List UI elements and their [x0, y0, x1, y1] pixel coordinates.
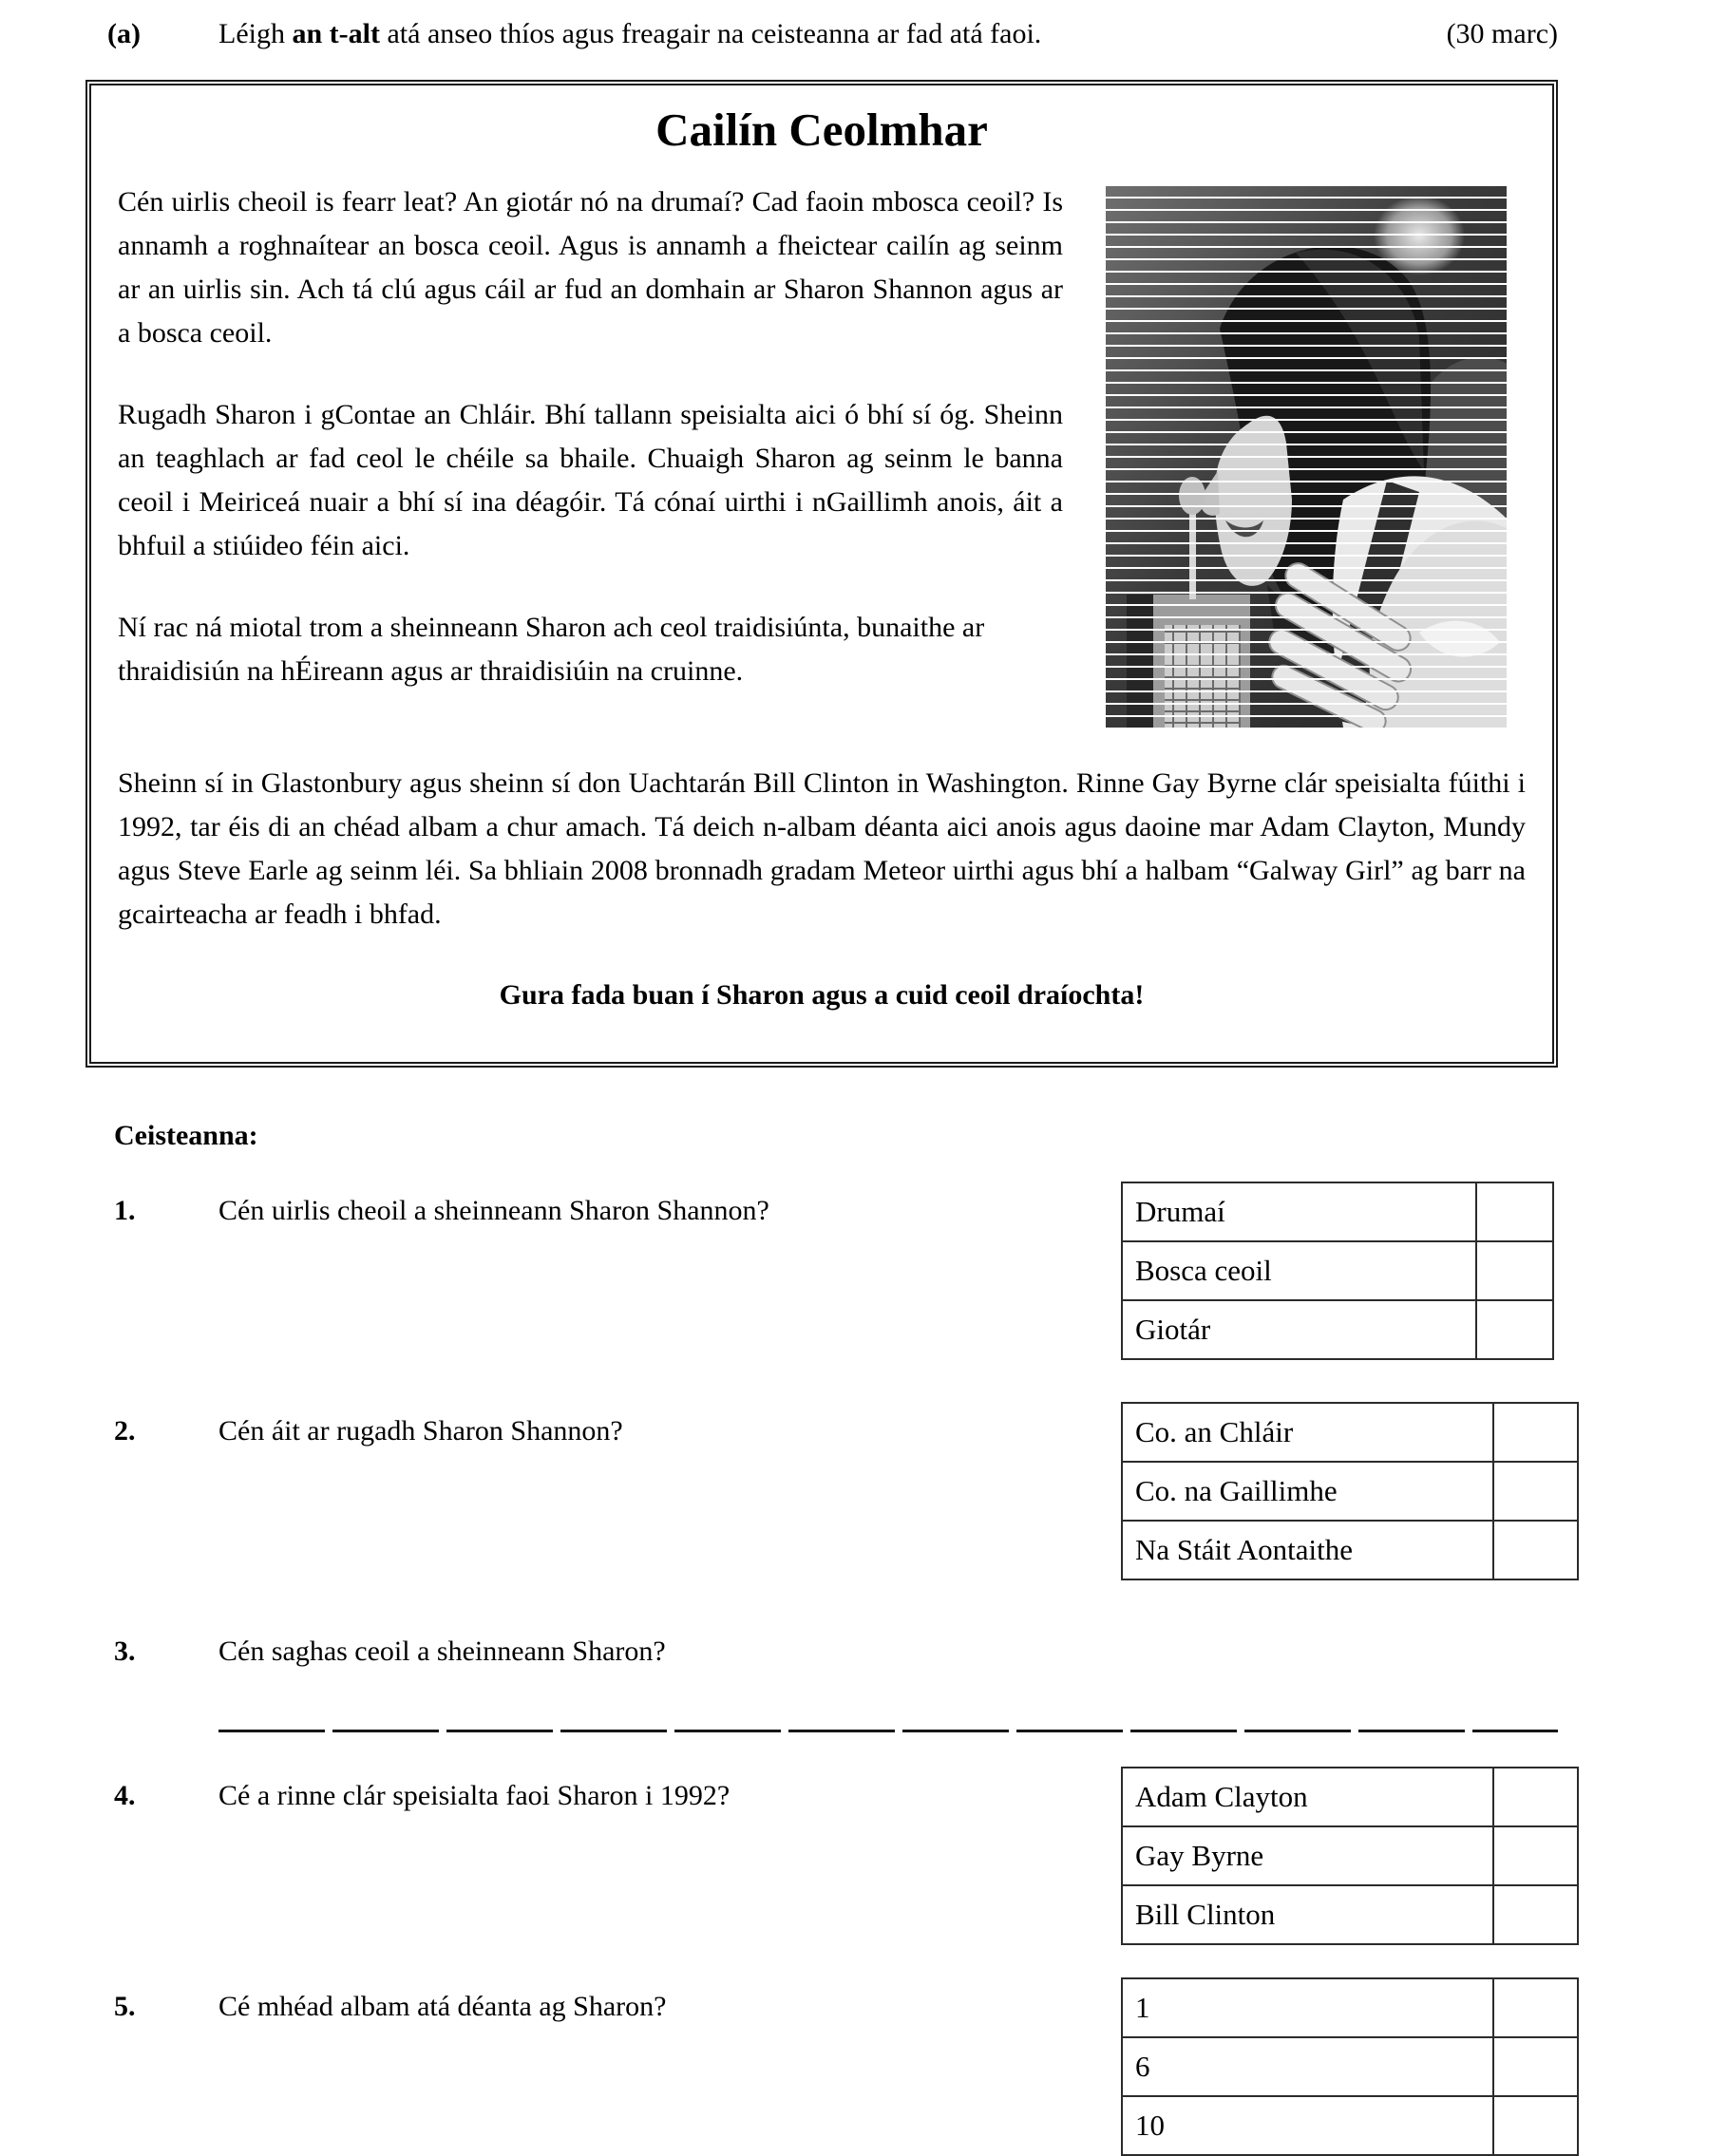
marks-label: (30 marc)	[1446, 18, 1558, 49]
answer-row	[1122, 1182, 1553, 1241]
question-2-text: Cén áit ar rugadh Sharon Shannon?	[218, 1415, 623, 1447]
question-3-text: Cén saghas ceoil a sheinneann Sharon?	[218, 1636, 666, 1667]
question-4-answers-table	[1121, 1767, 1579, 1945]
answer-option-label: Giotár	[1122, 1300, 1476, 1359]
tick-box[interactable]	[1493, 1826, 1578, 1885]
question-3-answer-line[interactable]	[218, 1730, 1558, 1732]
answer-option-label: Gay Byrne	[1122, 1826, 1493, 1885]
answer-row	[1122, 1241, 1553, 1300]
answer-option-label: Co. na Gaillimhe	[1122, 1462, 1493, 1521]
article-paragraph-3: Ní rac ná miotal trom a sheinneann Sharon ach ceol traidisiúnta, bunaithe ar thraidisiún na hÉireann agus ar thraidisiúin na cruinne.	[118, 612, 985, 687]
question-4-text: Cé a rinne clár speisialta faoi Sharon i 1992?	[218, 1780, 731, 1811]
question-5-text: Cé mhéad albam atá déanta ag Sharon?	[218, 1991, 667, 2022]
answer-option-label: Bosca ceoil	[1122, 1241, 1476, 1300]
answer-row	[1122, 1885, 1578, 1944]
question-4	[114, 1767, 1579, 1945]
tick-box[interactable]	[1493, 1768, 1578, 1826]
sharon-shannon-photo-illustration	[1106, 186, 1507, 728]
exam-header	[0, 0, 1727, 53]
answer-row	[1122, 1462, 1578, 1521]
answer-option-label: 10	[1122, 2096, 1493, 2155]
question-4-number: 4.	[114, 1780, 136, 1811]
article-paragraph-4: Sheinn sí in Glastonbury agus sheinn sí don Uachtarán Bill Clinton in Washington. Rinne Gay Byrne clár speisialta fúithi i 1992, tar éis di an chéad albam a chur amach. Tá deich n-albam déanta aici anois agus daoine mar Adam Clayton, Mundy agus Steve Earle ag seinm léi. Sa bhliain 2008 bronnadh gradam Meteor uirthi agus bhí a halbam “Galway Girl” ag barr na gcairteacha ar feadh i bhfad.	[118, 767, 1526, 930]
question-2-number: 2.	[114, 1415, 136, 1447]
answer-option-label: Co. an Chláir	[1122, 1403, 1493, 1462]
answer-option-label: Bill Clinton	[1122, 1885, 1493, 1944]
question-3	[114, 1622, 1579, 1671]
question-5	[114, 1977, 1579, 2156]
answer-row	[1122, 1768, 1578, 1826]
answer-row	[1122, 1521, 1578, 1579]
question-2	[114, 1402, 1579, 1580]
article-box	[85, 80, 1558, 1068]
tick-box[interactable]	[1493, 2037, 1578, 2096]
section-label: (a)	[107, 18, 141, 49]
question-5-answers-table	[1121, 1977, 1579, 2156]
article-closing-line: Gura fada buan í Sharon agus a cuid ceoil draíochta!	[499, 979, 1145, 1011]
question-1	[114, 1182, 1579, 1360]
tick-box[interactable]	[1476, 1241, 1553, 1300]
answer-row	[1122, 1300, 1553, 1359]
answer-row	[1122, 2096, 1578, 2155]
question-5-number: 5.	[114, 1991, 136, 2022]
answer-option-label: Adam Clayton	[1122, 1768, 1493, 1826]
instruction-text: Léigh an t-alt atá anseo thíos agus freagair na ceisteanna ar fad atá faoi.	[218, 18, 1042, 49]
tick-box[interactable]	[1493, 2096, 1578, 2155]
answer-row	[1122, 1826, 1578, 1885]
question-1-text: Cén uirlis cheoil a sheinneann Sharon Shannon?	[218, 1195, 769, 1226]
article-photo	[1106, 186, 1507, 728]
tick-box[interactable]	[1493, 1521, 1578, 1579]
questions-heading: Ceisteanna:	[114, 1120, 258, 1151]
answer-row	[1122, 2037, 1578, 2096]
tick-box[interactable]	[1493, 1885, 1578, 1944]
tick-box[interactable]	[1493, 1978, 1578, 2037]
question-3-number: 3.	[114, 1636, 136, 1667]
question-2-answers-table	[1121, 1402, 1579, 1580]
instruction-bold-phrase: an t-alt	[292, 18, 380, 49]
answer-option-label: 1	[1122, 1978, 1493, 2037]
tick-box[interactable]	[1476, 1182, 1553, 1241]
question-1-answers-table	[1121, 1182, 1554, 1360]
tick-box[interactable]	[1493, 1462, 1578, 1521]
article-paragraph-2: Rugadh Sharon i gContae an Chláir. Bhí tallann speisialta aici ó bhí sí óg. Sheinn an teaghlach ar fad ceol le chéile sa bhaile. Chuaigh Sharon ag seinm le banna ceoil i Meiriceá nuair a bhí sí ina déagóir. Tá cónaí uirthi i nGaillimh anois, áit a bhfuil a stiúideo féin aici.	[118, 399, 1063, 561]
tick-box[interactable]	[1476, 1300, 1553, 1359]
answer-option-label: Drumaí	[1122, 1182, 1476, 1241]
tick-box[interactable]	[1493, 1403, 1578, 1462]
answer-row	[1122, 1978, 1578, 2037]
article-paragraph-1: Cén uirlis cheoil is fearr leat? An giotár nó na drumaí? Cad faoin mbosca ceoil? Is annamh a roghnaítear an bosca ceoil. Agus is annamh a fheictear cailín ag seinm ar an uirlis sin. Ach tá clú agus cáil ar fud an domhain ar Sharon Shannon agus ar a bosca ceoil.	[118, 186, 1063, 349]
answer-option-label: Na Stáit Aontaithe	[1122, 1521, 1493, 1579]
article-title: Cailín Ceolmhar	[655, 104, 988, 156]
answer-option-label: 6	[1122, 2037, 1493, 2096]
question-1-number: 1.	[114, 1195, 136, 1226]
answer-row	[1122, 1403, 1578, 1462]
